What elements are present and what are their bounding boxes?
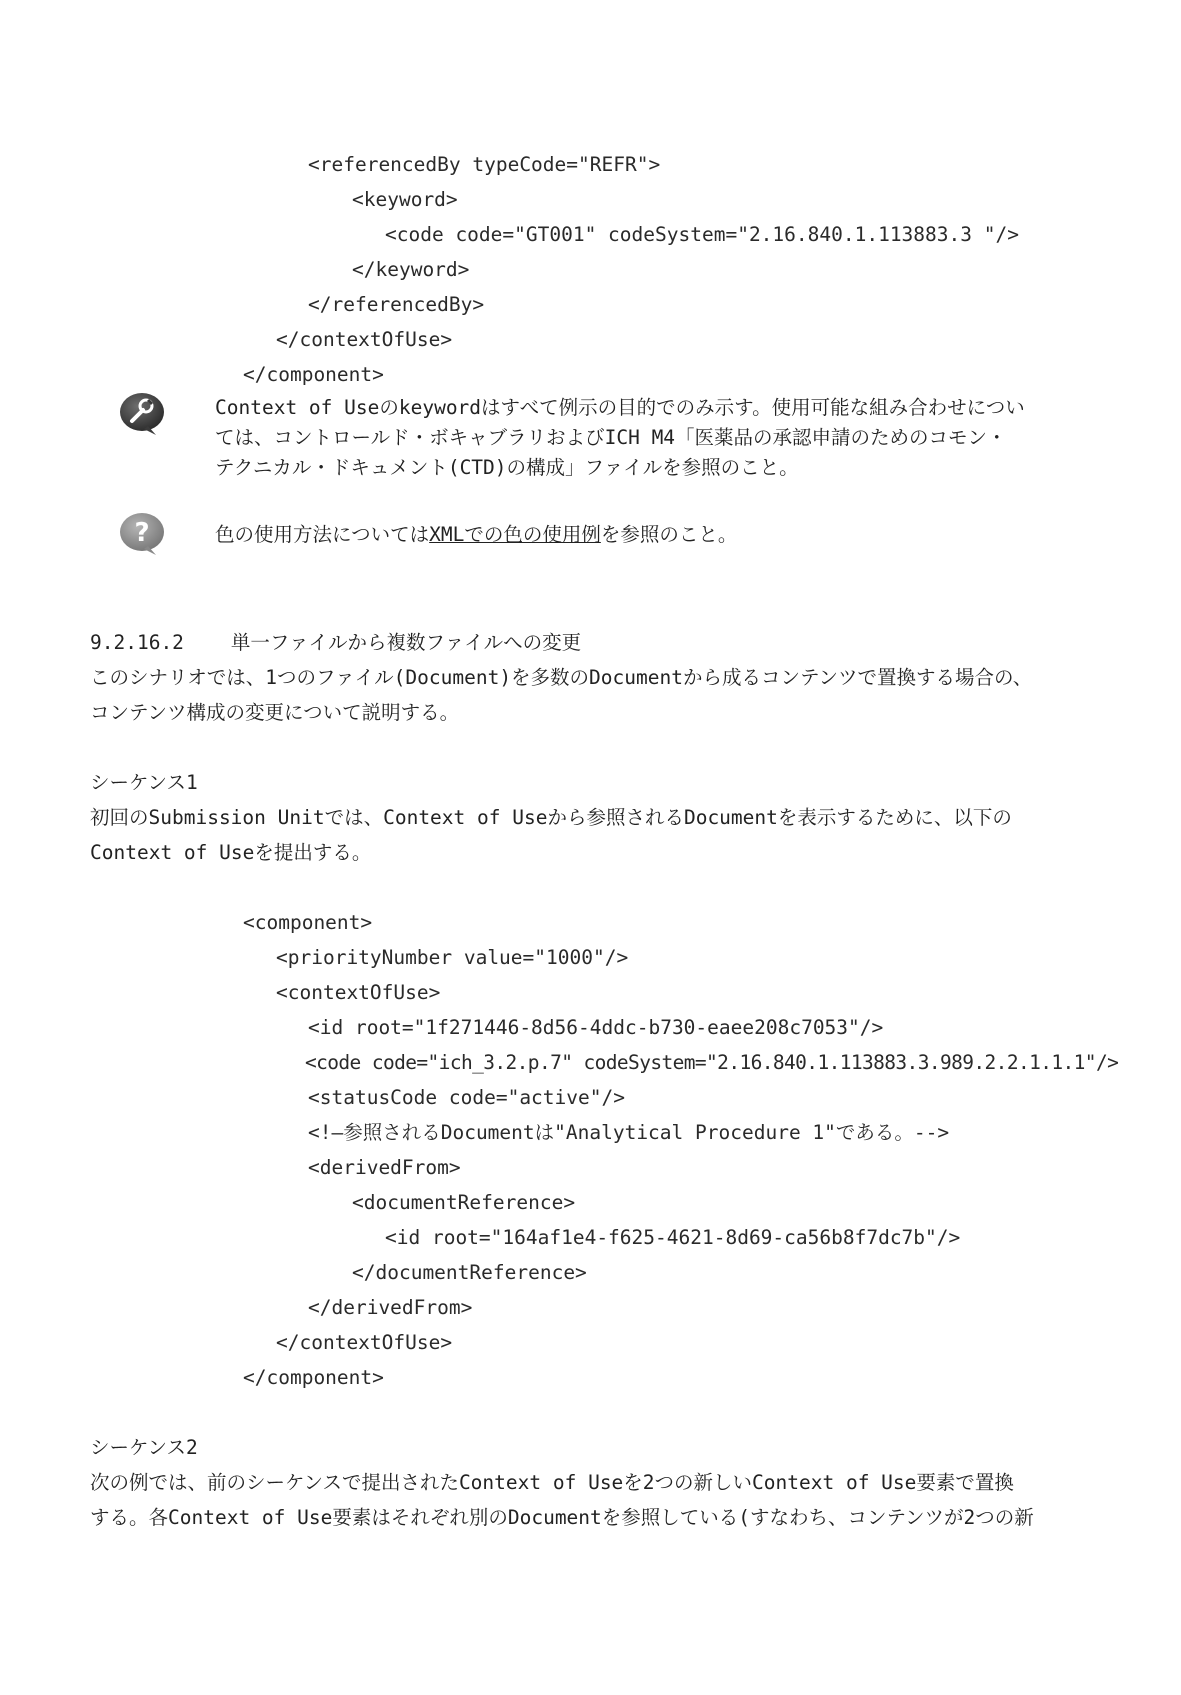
code-line: <id root="164af1e4-f625-4621-8d69-ca56b8f7dc7b"/> [385,1226,961,1249]
tip-note-line: Context of Useのkeywordはすべて例示の目的でのみ示す。使用可能な組み合わせについ [215,396,1025,419]
tip-note-line: テクニカル・ドキュメント(CTD)の構成」ファイルを参照のこと。 [215,456,799,479]
xml-color-example-link[interactable]: XMLでの色の使用例 [429,523,601,546]
code-line: </documentReference> [352,1261,587,1284]
sequence2-line: 次の例では、前のシーケンスで提出されたContext of Useを2つの新しいContext of Use要素で置換 [90,1471,1014,1494]
question-note-text: 色の使用方法については [215,523,430,546]
sequence1-line: 初回のSubmission Unitでは、Context of Useから参照されるDocumentを表示するために、以下の [90,806,1012,829]
code-line: <code code="GT001" codeSystem="2.16.840.1.113883.3 "/> [385,223,1019,246]
wrench-icon [118,390,166,438]
code-line: </keyword> [352,258,470,281]
sequence1-title: シーケンス1 [90,771,198,794]
code-line: <referencedBy typeCode="REFR"> [308,153,661,176]
code-line: </referencedBy> [308,293,485,316]
section-heading: 9.2.16.2 単一ファイルから複数ファイルへの変更 [90,631,582,654]
code-line: <documentReference> [352,1191,576,1214]
question-note [215,520,1095,550]
sequence2-title: シーケンス2 [90,1436,198,1459]
code-line: </component> [243,363,384,386]
tip-note [215,393,1095,483]
question-note-text: を参照のこと。 [600,523,738,546]
code-line: <derivedFrom> [308,1156,461,1179]
intro-line: このシナリオでは、1つのファイル(Document)を多数のDocumentから成るコンテンツで置換する場合の、 [90,666,1033,689]
sequence2-line: する。各Context of Use要素はそれぞれ別のDocumentを参照している(すなわち、コンテンツが2つの新 [90,1506,1034,1529]
code-line: <contextOfUse> [276,981,441,1004]
sequence1-line: Context of Useを提出する。 [90,841,372,864]
code-line: </contextOfUse> [276,1331,453,1354]
code-line: </derivedFrom> [308,1296,473,1319]
svg-text:?: ? [134,518,150,548]
code-line: </component> [243,1366,384,1389]
code-line: <statusCode code="active"/> [308,1086,625,1109]
code-line: <component> [243,911,373,934]
code-line: <id root="1f271446-8d56-4ddc-b730-eaee208c7053"/> [308,1016,884,1039]
code-line: </contextOfUse> [276,328,453,351]
code-line: <priorityNumber value="1000"/> [276,946,629,969]
tip-note-line: ては、コントロールド・ボキャブラリおよびICH M4「医薬品の承認申請のためのコモン・ [215,426,1007,449]
intro-line: コンテンツ構成の変更について説明する。 [90,701,460,724]
code-line: <keyword> [352,188,458,211]
code-line: <!—参照されるDocumentは"Analytical Procedure 1"である。--> [308,1121,950,1144]
question-icon [118,510,166,558]
code-line: <code code="ich_3.2.p.7" codeSystem="2.16.840.1.113883.3.989.2.2.1.1.1"/> [305,1051,1119,1074]
